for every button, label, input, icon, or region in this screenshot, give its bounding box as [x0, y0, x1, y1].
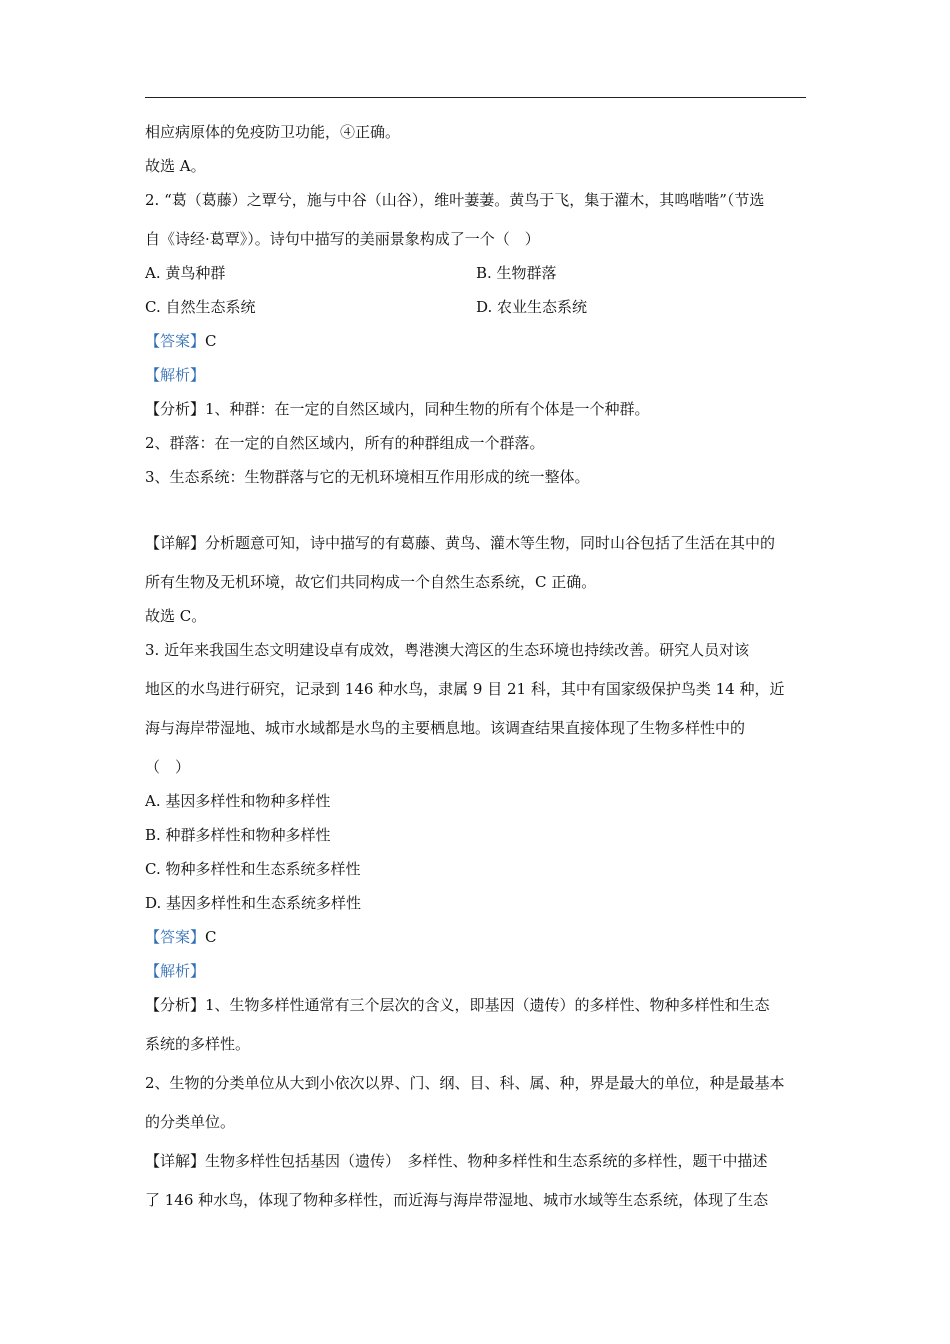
- analysis-line: [145, 961, 807, 981]
- text-line: 3、生态系统：生物群落与它的无机环境相互作用形成的统一整体。: [145, 468, 590, 486]
- option-b: B. 种群多样性和物种多样性: [145, 826, 331, 844]
- answer-tag: 【答案】: [145, 928, 206, 946]
- text-line: 【详解】分析题意可知，诗中描写的有葛藤、黄鸟、灌木等生物，同时山谷包括了生活在其中的: [145, 534, 776, 552]
- text-line: 故选 C。: [145, 607, 207, 625]
- text-line: 2、群落：在一定的自然区域内，所有的种群组成一个群落。: [145, 434, 545, 452]
- answer-line: [145, 927, 807, 947]
- question-3-stem: （ ）: [145, 758, 191, 776]
- analysis-line: [145, 365, 807, 385]
- text-line: 2、生物的分类单位从大到小依次以界、门、纲、目、科、属、种，界是最大的单位，种是最基本: [145, 1074, 785, 1092]
- question-2-options-row: [145, 297, 807, 317]
- text-line: 所有生物及无机环境，故它们共同构成一个自然生态系统，C 正确。: [145, 573, 597, 591]
- question-3-stem: 地区的水鸟进行研究，记录到 146 种水鸟，隶属 9 目 21 科，其中有国家级保护鸟类 14 种，近: [145, 680, 785, 698]
- option-d: D. 农业生态系统: [476, 298, 588, 316]
- answer-line: [145, 331, 807, 351]
- header-rule: [145, 97, 806, 98]
- text-line: 【分析】1、生物多样性通常有三个层次的含义，即基因（遗传）的多样性、物种多样性和生态: [145, 996, 770, 1014]
- answer-tag: 【答案】: [145, 332, 206, 350]
- text-line: 【详解】生物多样性包括基因（遗传） 多样性、物种多样性和生态系统的多样性，题干中描述: [145, 1152, 768, 1170]
- text-line: 了 146 种水鸟，体现了物种多样性，而近海与海岸带湿地、城市水域等生态系统，体现了生态: [145, 1191, 769, 1209]
- question-3-stem: 海与海岸带湿地、城市水域都是水鸟的主要栖息地。该调查结果直接体现了生物多样性中的: [145, 719, 746, 737]
- answer-value: C: [205, 332, 217, 350]
- analysis-tag: 【解析】: [145, 366, 206, 384]
- text-line: 【分析】1、种群：在一定的自然区域内，同种生物的所有个体是一个种群。: [145, 400, 650, 418]
- question-2-stem: 2. “葛（葛藤）之覃兮，施与中谷（山谷），维叶萋萋。黄鸟于飞，集于灌木，其鸣喈喈”（节选: [145, 191, 765, 209]
- analysis-tag: 【解析】: [145, 962, 206, 980]
- question-2-stem: 自《诗经·葛覃》）。诗句中描写的美丽景象构成了一个（ ）: [145, 230, 540, 248]
- option-c: C. 物种多样性和生态系统多样性: [145, 860, 361, 878]
- option-a: A. 黄鸟种群: [145, 264, 226, 282]
- document-body: [145, 122, 807, 1210]
- option-c: C. 自然生态系统: [145, 298, 256, 316]
- text-line: 的分类单位。: [145, 1113, 236, 1131]
- option-d: D. 基因多样性和生态系统多样性: [145, 894, 362, 912]
- question-2-options-row: [145, 263, 807, 283]
- text-line: 相应病原体的免疫防卫功能，④正确。: [145, 123, 401, 141]
- question-3-stem: 3. 近年来我国生态文明建设卓有成效，粤港澳大湾区的生态环境也持续改善。研究人员对该: [145, 641, 750, 659]
- text-line: 故选 A。: [145, 157, 206, 175]
- option-b: B. 生物群落: [476, 264, 557, 282]
- answer-value: C: [205, 928, 217, 946]
- text-line: 系统的多样性。: [145, 1035, 251, 1053]
- option-a: A. 基因多样性和物种多样性: [145, 792, 331, 810]
